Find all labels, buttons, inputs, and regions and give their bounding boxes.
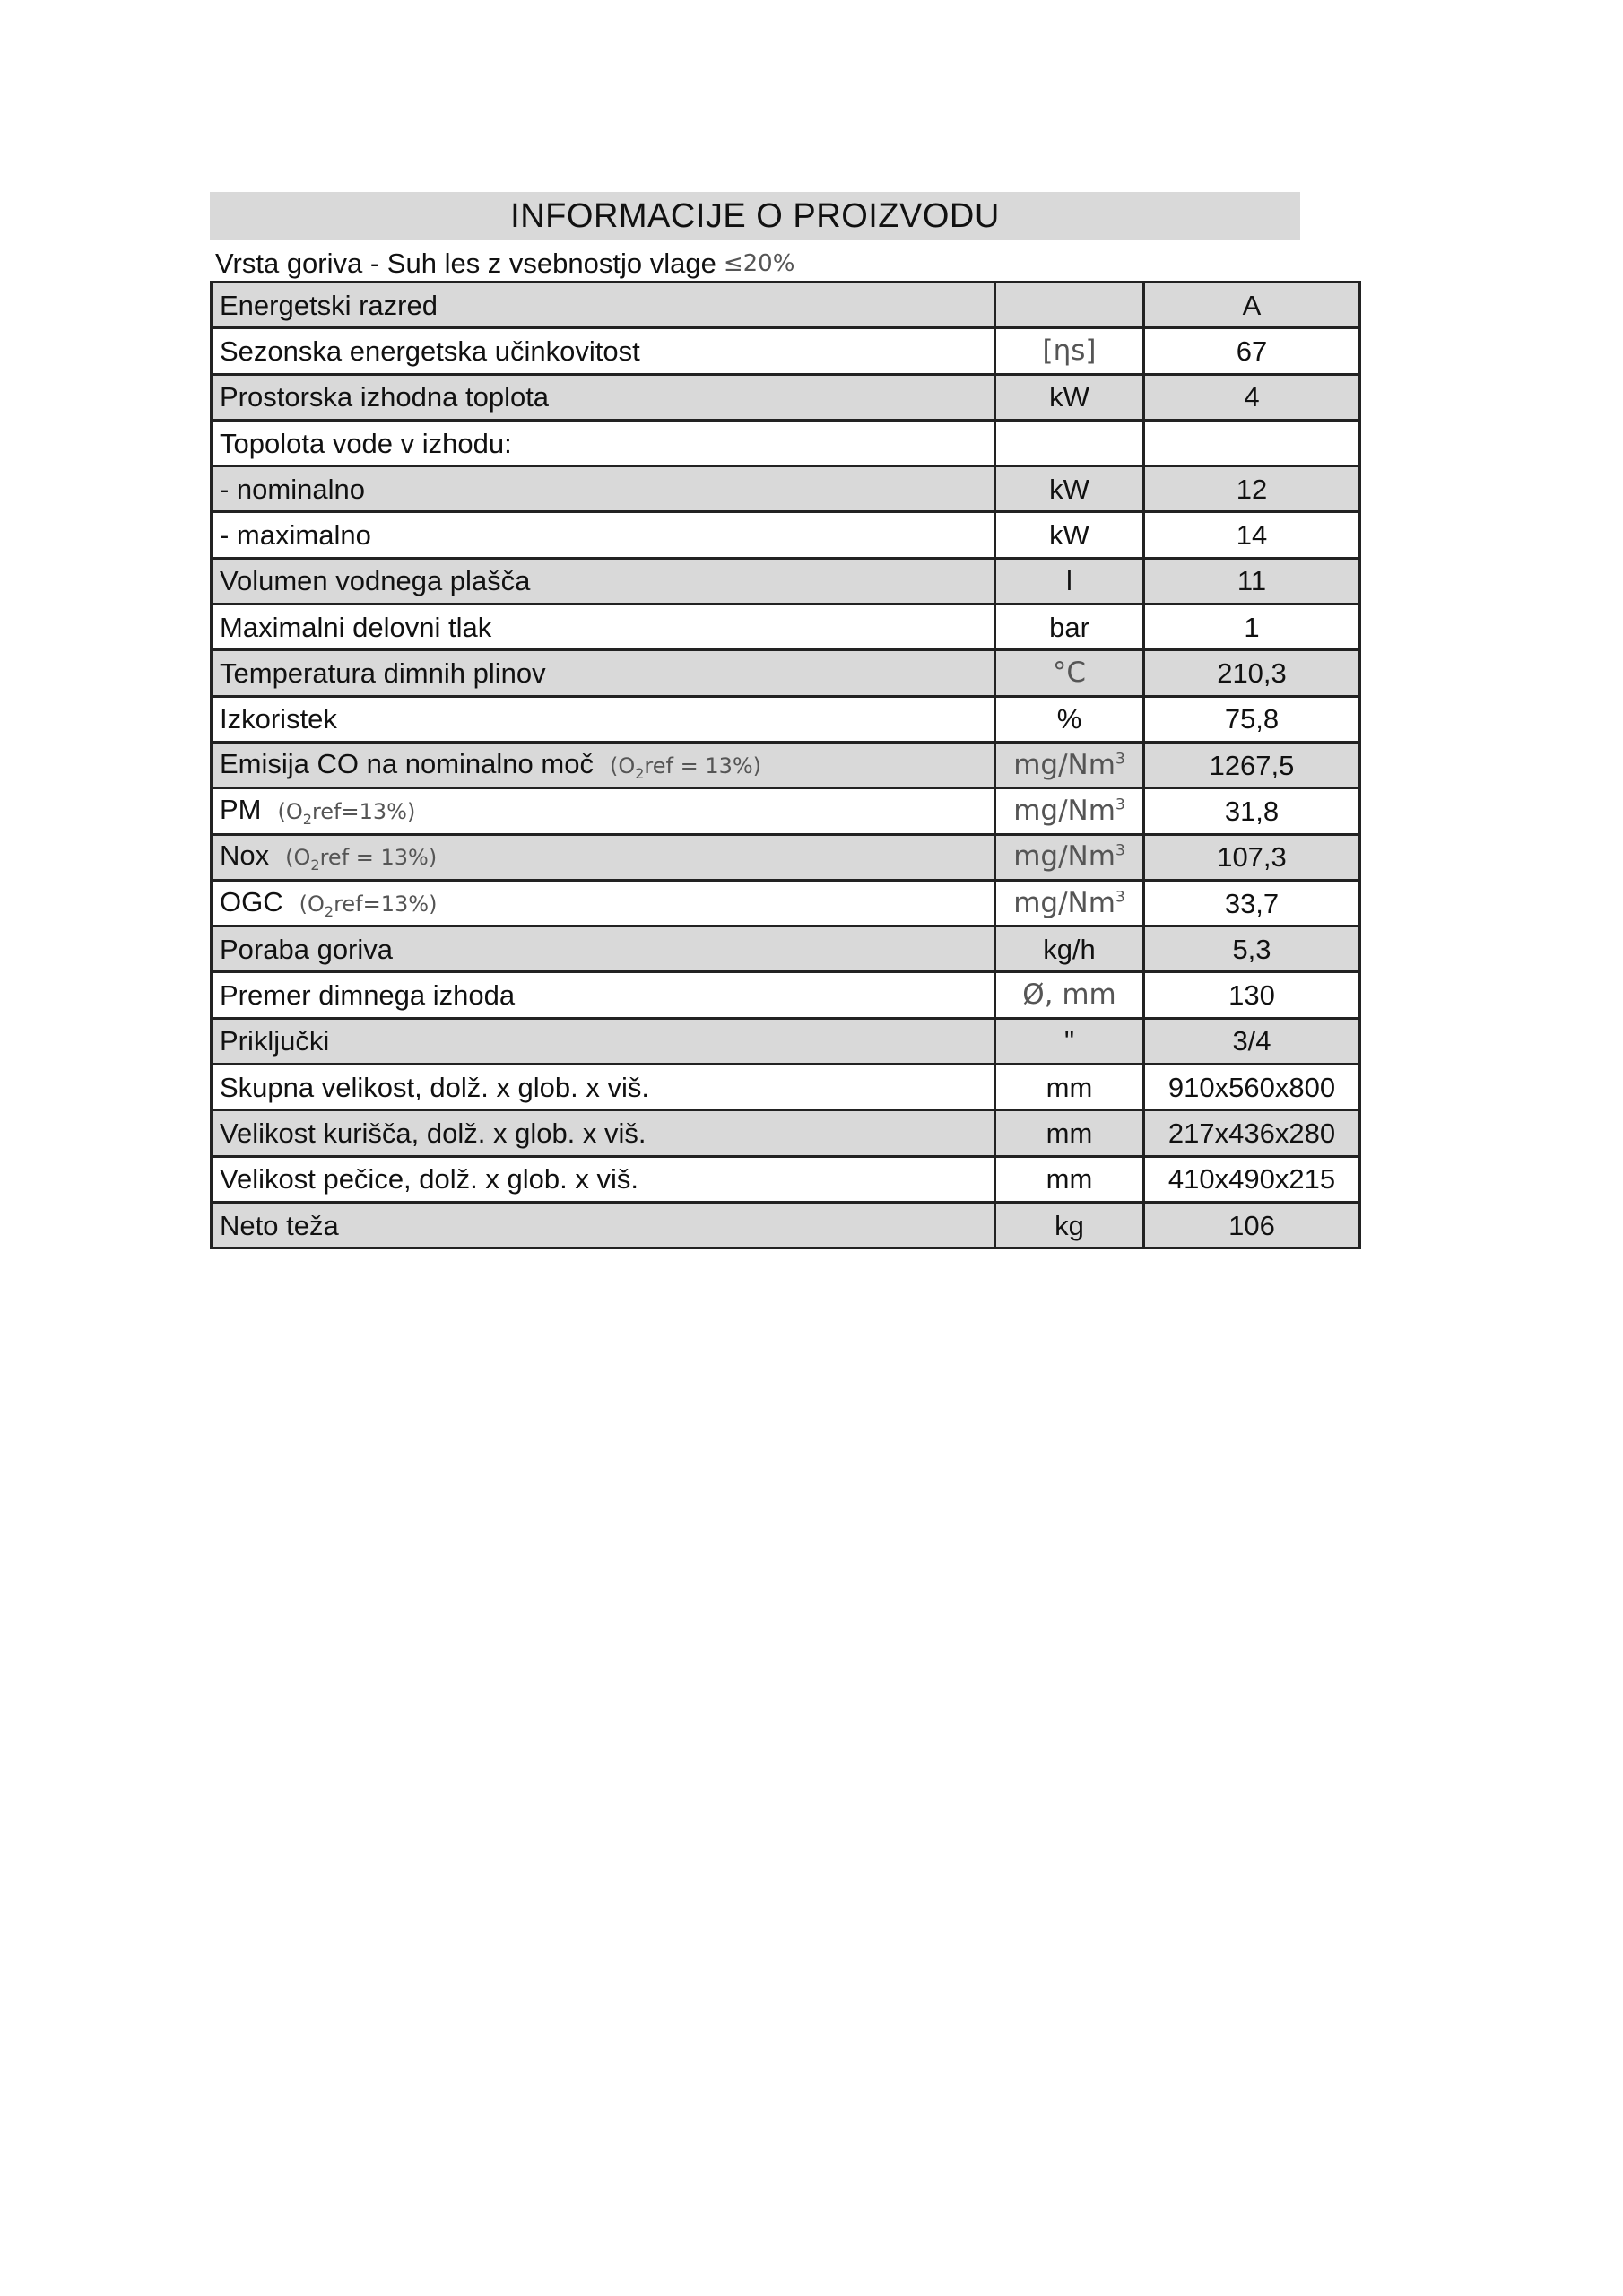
row-label: PM <box>220 794 262 826</box>
row-label: Skupna velikost, dolž. x glob. x viš. <box>220 1071 650 1103</box>
row-label: Prostorska izhodna toplota <box>220 381 550 413</box>
row-label: Maximalni delovni tlak <box>220 611 492 643</box>
oxygen-reference-note: $(O_2ref = 13\%)$ <box>285 845 438 874</box>
row-label-cell <box>212 328 995 374</box>
row-label: - maximalno <box>220 519 371 552</box>
row-label: Neto teža <box>220 1209 339 1241</box>
row-label-cell <box>212 512 995 558</box>
row-unit: Ø, mm <box>995 972 1144 1018</box>
table-row <box>212 788 1360 834</box>
table-row <box>212 1065 1360 1110</box>
row-value: 1267,5 <box>1144 742 1360 787</box>
row-value: 107,3 <box>1144 834 1360 880</box>
row-label-cell <box>212 696 995 742</box>
table-row <box>212 604 1360 650</box>
row-unit: kW <box>995 374 1144 420</box>
row-value: 33,7 <box>1144 880 1360 926</box>
table-row <box>212 1110 1360 1156</box>
row-value: 910x560x800 <box>1144 1065 1360 1110</box>
row-label: - nominalno <box>220 473 365 505</box>
row-value: 12 <box>1144 466 1360 512</box>
row-value: 5,3 <box>1144 926 1360 972</box>
row-value <box>1144 420 1360 465</box>
table-row <box>212 512 1360 558</box>
row-value: 11 <box>1144 558 1360 604</box>
table-row <box>212 420 1360 465</box>
row-value: 3/4 <box>1144 1018 1360 1064</box>
row-label-cell <box>212 604 995 650</box>
product-info-table <box>210 281 1361 1249</box>
row-unit: % <box>995 696 1144 742</box>
table-row <box>212 1156 1360 1202</box>
row-label-cell <box>212 283 995 328</box>
table-row <box>212 1202 1360 1248</box>
row-label-cell <box>212 926 995 972</box>
row-unit: mm <box>995 1156 1144 1202</box>
moisture-limit: ≤20% <box>723 250 795 277</box>
row-value: 67 <box>1144 328 1360 374</box>
table-row <box>212 558 1360 604</box>
oxygen-reference-note: $(O_2ref = 13\%)$ <box>609 752 762 782</box>
row-label-cell <box>212 1065 995 1110</box>
page-title: INFORMACIJE O PROIZVODU <box>210 192 1300 240</box>
row-label-cell <box>212 742 995 787</box>
row-label-cell <box>212 466 995 512</box>
row-label-cell <box>212 834 995 880</box>
row-value: A <box>1144 283 1360 328</box>
row-label: OGC <box>220 885 283 918</box>
table-row <box>212 696 1360 742</box>
table-row <box>212 926 1360 972</box>
row-unit: kW <box>995 466 1144 512</box>
table-row <box>212 834 1360 880</box>
row-value: 14 <box>1144 512 1360 558</box>
table-row <box>212 374 1360 420</box>
row-label: Nox <box>220 839 270 872</box>
row-label: Emisija CO na nominalno moč <box>220 747 594 779</box>
row-unit: mg/Nm$^3$ <box>995 788 1144 834</box>
row-value: 217x436x280 <box>1144 1110 1360 1156</box>
row-label-cell <box>212 880 995 926</box>
row-value: 410x490x215 <box>1144 1156 1360 1202</box>
row-unit: kg/h <box>995 926 1144 972</box>
fuel-type-text: Vrsta goriva - Suh les z vsebnostjo vlage <box>215 248 716 279</box>
row-value: 31,8 <box>1144 788 1360 834</box>
row-label: Premer dimnega izhoda <box>220 979 516 1012</box>
table-row <box>212 880 1360 926</box>
product-info-table-body <box>212 283 1360 1248</box>
row-value: 106 <box>1144 1202 1360 1248</box>
row-label: Velikost pečice, dolž. x glob. x viš. <box>220 1163 638 1196</box>
row-unit: kg <box>995 1202 1144 1248</box>
row-label: Volumen vodnega plašča <box>220 565 531 597</box>
row-label: Priključki <box>220 1025 330 1057</box>
row-unit: bar <box>995 604 1144 650</box>
row-value: 130 <box>1144 972 1360 1018</box>
row-label-cell <box>212 374 995 420</box>
row-unit: mg/Nm$^3$ <box>995 880 1144 926</box>
row-label-cell <box>212 1202 995 1248</box>
row-value: 75,8 <box>1144 696 1360 742</box>
row-label-cell <box>212 1156 995 1202</box>
oxygen-reference-note: $(O_2ref=13\%)$ <box>299 891 438 920</box>
row-label: Poraba goriva <box>220 933 394 965</box>
row-unit: [ηs] <box>995 328 1144 374</box>
row-label: Energetski razred <box>220 289 438 321</box>
table-row <box>212 972 1360 1018</box>
row-unit: kW <box>995 512 1144 558</box>
row-label-cell <box>212 972 995 1018</box>
row-unit: mg/Nm$^3$ <box>995 834 1144 880</box>
row-label-cell <box>212 420 995 465</box>
table-row <box>212 650 1360 696</box>
row-label-cell <box>212 558 995 604</box>
row-label-cell <box>212 1110 995 1156</box>
table-row <box>212 742 1360 787</box>
row-unit: mm <box>995 1065 1144 1110</box>
table-row <box>212 1018 1360 1064</box>
row-value: 1 <box>1144 604 1360 650</box>
row-value: 210,3 <box>1144 650 1360 696</box>
oxygen-reference-note: $(O_2ref=13\%)$ <box>277 799 416 828</box>
row-label-cell <box>212 650 995 696</box>
row-label: Izkoristek <box>220 703 337 735</box>
table-row <box>212 328 1360 374</box>
row-unit: °C <box>995 650 1144 696</box>
row-unit: l <box>995 558 1144 604</box>
row-label: Velikost kurišča, dolž. x glob. x viš. <box>220 1117 647 1149</box>
row-unit: mg/Nm$^3$ <box>995 742 1144 787</box>
row-label: Sezonska energetska učinkovitost <box>220 335 640 367</box>
row-label: Temperatura dimnih plinov <box>220 657 546 690</box>
row-label: Topolota vode v izhodu: <box>220 427 512 459</box>
row-unit: mm <box>995 1110 1144 1156</box>
table-row <box>212 466 1360 512</box>
row-value: 4 <box>1144 374 1360 420</box>
row-label-cell <box>212 788 995 834</box>
row-label-cell <box>212 1018 995 1064</box>
row-unit <box>995 283 1144 328</box>
row-unit <box>995 420 1144 465</box>
row-unit: " <box>995 1018 1144 1064</box>
table-row <box>212 283 1360 328</box>
fuel-type-line <box>215 246 794 282</box>
